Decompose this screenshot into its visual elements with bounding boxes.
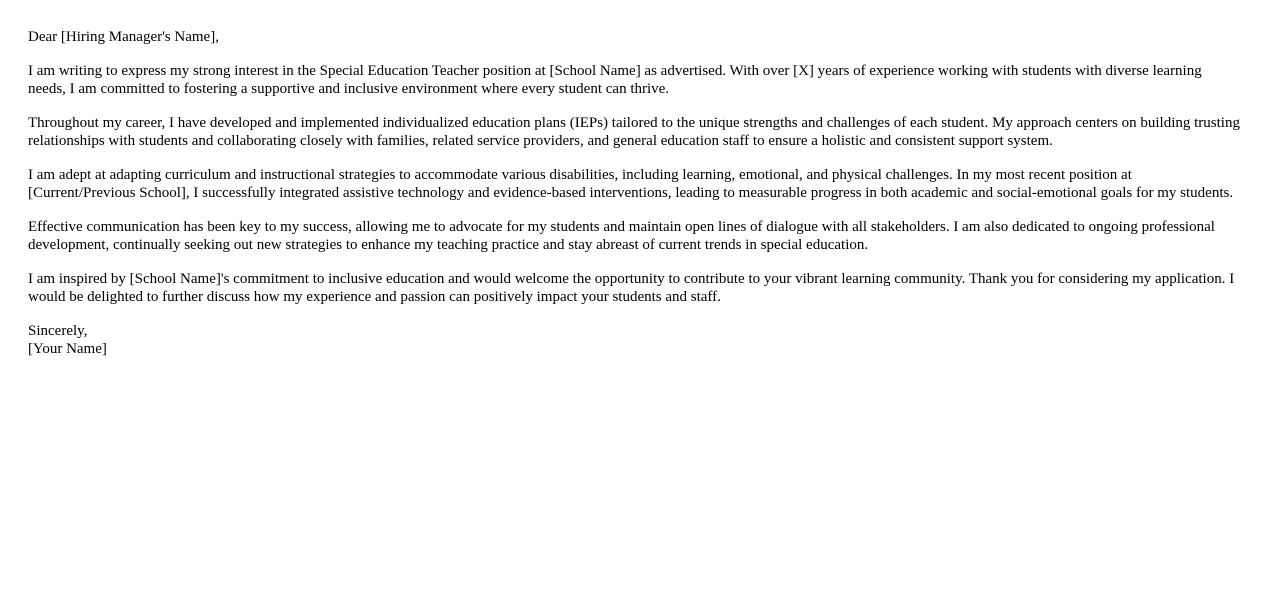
cover-letter [28, 28, 1240, 358]
letter-paragraph-intro: I am writing to express my strong interest in the Special Education Teacher position at [School Name] as advertised. With over [X] years of experience working with students with diverse learning needs, I am committed to fostering a supportive and inclusive environment where every student can thrive. [28, 63, 1202, 97]
letter-closing-block [28, 322, 1240, 358]
letter-paragraph-conclusion: I am inspired by [School Name]'s commitment to inclusive education and would welcome the opportunity to contribute to your vibrant learning community. Thank you for considering my application. I would be delighted to further discuss how my experience and passion can positively impact your students and staff. [28, 271, 1235, 305]
letter-greeting: Dear [Hiring Manager's Name], [28, 29, 219, 45]
letter-paragraph-communication: Effective communication has been key to my success, allowing me to advocate for my students and maintain open lines of dialogue with all stakeholders. I am also dedicated to ongoing professional development, continually seeking out new strategies to enhance my teaching practice and stay abreast of current trends in special education. [28, 219, 1215, 253]
letter-signature: [Your Name] [28, 341, 107, 357]
letter-paragraph-skills: I am adept at adapting curriculum and instructional strategies to accommodate various disabilities, including learning, emotional, and physical challenges. In my most recent position at [Current/Previous School], I successfully integrated assistive technology and evidence-based interventions, leading to measurable progress in both academic and social-emotional goals for my students. [28, 167, 1234, 201]
letter-closing: Sincerely, [28, 323, 88, 339]
letter-paragraph-experience: Throughout my career, I have developed and implemented individualized education plans (IEPs) tailored to the unique strengths and challenges of each student. My approach centers on building trusting relationships with students and collaborating closely with families, related service providers, and general education staff to ensure a holistic and consistent support system. [28, 115, 1240, 149]
